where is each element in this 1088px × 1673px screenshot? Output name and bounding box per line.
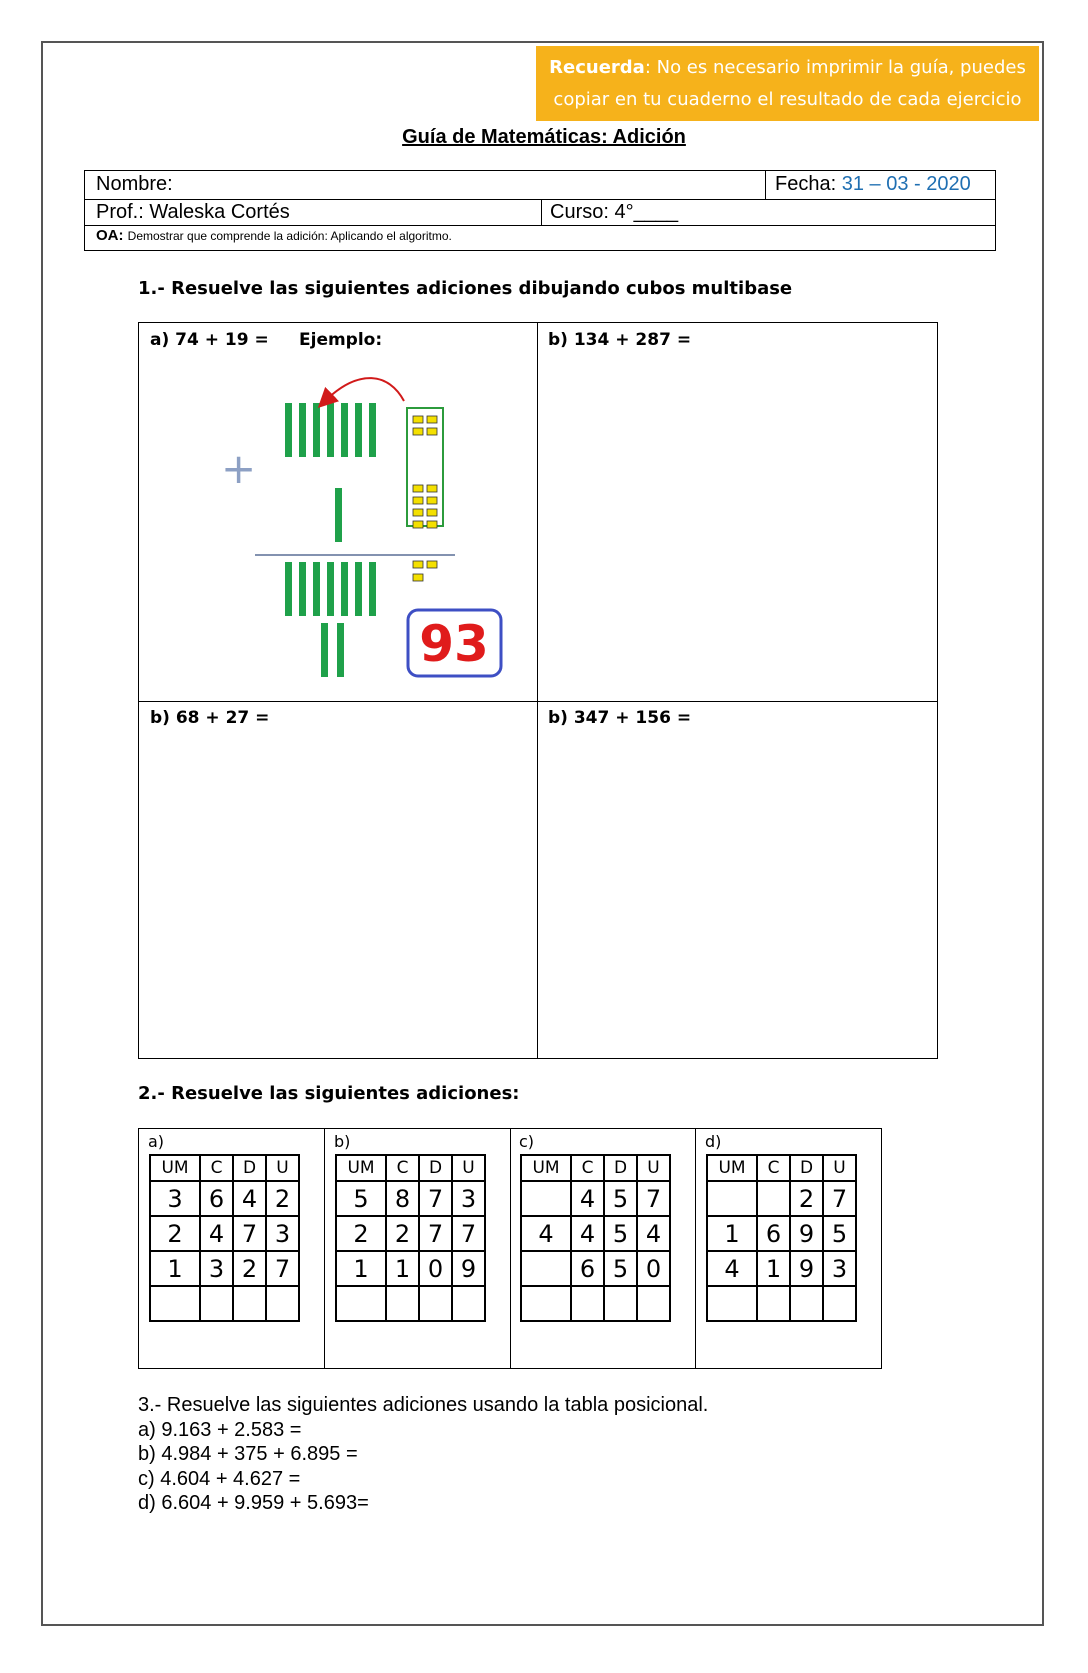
digit-cell: 9 [452, 1251, 485, 1286]
table-header: UM [521, 1155, 571, 1181]
plus-sign: + [221, 444, 257, 493]
exercise-b2: b) 68 + 27 = [150, 708, 270, 728]
unit-cubes [413, 416, 437, 581]
grouped-units-box [407, 408, 443, 526]
answer-cell[interactable] [790, 1286, 823, 1321]
table-row [336, 1216, 485, 1251]
page-title: Guía de Matemáticas: Adición [402, 126, 686, 148]
answer-cell[interactable] [200, 1286, 233, 1321]
answer-cell[interactable] [707, 1286, 757, 1321]
tens-rod-single [335, 488, 342, 542]
digit-cell: 4 [571, 1181, 604, 1216]
nombre-label: Nombre: [96, 173, 173, 195]
digit-cell: 7 [233, 1216, 266, 1251]
carry-arrow [325, 378, 404, 401]
section2-heading: 2.- Resuelve las siguientes adiciones: [138, 1083, 520, 1104]
table-header: C [200, 1155, 233, 1181]
answer-cell[interactable] [150, 1286, 200, 1321]
section3-item: c) 4.604 + 4.627 = [138, 1467, 301, 1490]
digit-cell [707, 1181, 757, 1216]
info-box [84, 170, 996, 251]
digit-cell: 5 [604, 1216, 637, 1251]
table-row [707, 1286, 856, 1321]
answer-cell[interactable] [336, 1286, 386, 1321]
exercise-b3: b) 347 + 156 = [548, 708, 692, 728]
digit-cell [757, 1181, 790, 1216]
section1-grid [138, 322, 938, 1059]
digit-cell: 1 [150, 1251, 200, 1286]
digit-cell: 5 [336, 1181, 386, 1216]
place-value-table [335, 1154, 486, 1322]
digit-cell: 4 [233, 1181, 266, 1216]
reminder-note [536, 46, 1039, 121]
answer-cell[interactable] [757, 1286, 790, 1321]
table-row [150, 1181, 299, 1216]
table-header: C [757, 1155, 790, 1181]
reminder-text: : No es necesario imprimir la guía, puedes copiar en tu cuaderno el resultado de cada ejercicio [553, 57, 1026, 110]
digit-cell: 4 [521, 1216, 571, 1251]
table-header: C [571, 1155, 604, 1181]
table-label: c) [519, 1132, 535, 1151]
digit-cell: 4 [200, 1216, 233, 1251]
tens-rods-top [285, 403, 376, 457]
digit-cell: 3 [200, 1251, 233, 1286]
answer-cell[interactable] [823, 1286, 856, 1321]
table-row [521, 1251, 670, 1286]
table-header: U [452, 1155, 485, 1181]
section3 [138, 1393, 708, 1516]
table-row [707, 1181, 856, 1216]
answer-cell[interactable] [637, 1286, 670, 1321]
digit-cell [521, 1181, 571, 1216]
oa: OA: Demostrar que comprende la adición: Aplicando el algoritmo. [96, 227, 452, 244]
section3-item: b) 4.984 + 375 + 6.895 = [138, 1443, 358, 1465]
table-header: U [823, 1155, 856, 1181]
place-value-table [149, 1154, 300, 1322]
base-ten-example [139, 323, 537, 701]
curso-label: Curso: 4°____ [550, 201, 679, 223]
answer-cell[interactable] [571, 1286, 604, 1321]
table-row [336, 1181, 485, 1216]
table-row [521, 1286, 670, 1321]
digit-cell: 5 [823, 1216, 856, 1251]
digit-cell: 6 [757, 1216, 790, 1251]
table-label: b) [334, 1132, 351, 1151]
table-header: UM [707, 1155, 757, 1181]
digit-cell: 2 [233, 1251, 266, 1286]
table-header: UM [336, 1155, 386, 1181]
digit-cell: 7 [419, 1216, 452, 1251]
answer-cell[interactable] [419, 1286, 452, 1321]
digit-cell: 1 [757, 1251, 790, 1286]
table-row [336, 1286, 485, 1321]
oa-text: Demostrar que comprende la adición: Aplicando el algoritmo. [127, 229, 452, 243]
digit-cell: 3 [266, 1216, 299, 1251]
table-header: D [790, 1155, 823, 1181]
table-header: D [419, 1155, 452, 1181]
digit-cell: 3 [452, 1181, 485, 1216]
table-row [150, 1216, 299, 1251]
digit-cell: 7 [419, 1181, 452, 1216]
place-value-table [520, 1154, 671, 1322]
digit-cell: 1 [386, 1251, 419, 1286]
digit-cell: 9 [790, 1251, 823, 1286]
digit-cell: 8 [386, 1181, 419, 1216]
table-row [521, 1181, 670, 1216]
digit-cell: 7 [266, 1251, 299, 1286]
answer-cell[interactable] [521, 1286, 571, 1321]
digit-cell: 5 [604, 1251, 637, 1286]
result-number: 93 [419, 615, 489, 673]
digit-cell: 7 [452, 1216, 485, 1251]
digit-cell: 7 [823, 1181, 856, 1216]
place-value-table [706, 1154, 857, 1322]
answer-cell[interactable] [604, 1286, 637, 1321]
table-row [150, 1286, 299, 1321]
digit-cell: 1 [707, 1216, 757, 1251]
table-label: a) [148, 1132, 165, 1151]
table-row [707, 1216, 856, 1251]
digit-cell: 2 [266, 1181, 299, 1216]
table-header: UM [150, 1155, 200, 1181]
exercise-b1: b) 134 + 287 = [548, 330, 692, 350]
tens-rods-result [285, 562, 376, 677]
table-header: D [604, 1155, 637, 1181]
digit-cell: 5 [604, 1181, 637, 1216]
table-header: U [266, 1155, 299, 1181]
reminder-bold: Recuerda [549, 57, 645, 78]
fecha: Fecha: 31 – 03 - 2020 [775, 173, 971, 195]
digit-cell: 0 [419, 1251, 452, 1286]
digit-cell: 2 [150, 1216, 200, 1251]
digit-cell: 1 [336, 1251, 386, 1286]
prof-label: Prof.: Waleska Cortés [96, 201, 290, 223]
digit-cell: 7 [637, 1181, 670, 1216]
digit-cell [521, 1251, 571, 1286]
digit-cell: 3 [823, 1251, 856, 1286]
answer-cell[interactable] [452, 1286, 485, 1321]
fecha-value: 31 – 03 - 2020 [841, 173, 971, 195]
table-header: U [637, 1155, 670, 1181]
table-row [707, 1251, 856, 1286]
exercise-a: a) 74 + 19 = [150, 330, 269, 350]
table-row [336, 1251, 485, 1286]
section3-item: d) 6.604 + 9.959 + 5.693= [138, 1492, 369, 1514]
section3-heading: 3.- Resuelve las siguientes adiciones usando la tabla posicional. [138, 1394, 709, 1416]
digit-cell: 9 [790, 1216, 823, 1251]
digit-cell: 2 [386, 1216, 419, 1251]
digit-cell: 4 [707, 1251, 757, 1286]
answer-cell[interactable] [233, 1286, 266, 1321]
table-header: D [233, 1155, 266, 1181]
answer-cell[interactable] [266, 1286, 299, 1321]
table-row [521, 1216, 670, 1251]
digit-cell: 6 [571, 1251, 604, 1286]
digit-cell: 2 [336, 1216, 386, 1251]
section3-item: a) 9.163 + 2.583 = [138, 1418, 302, 1441]
answer-cell[interactable] [386, 1286, 419, 1321]
table-label: d) [705, 1132, 722, 1151]
digit-cell: 4 [571, 1216, 604, 1251]
table-header: C [386, 1155, 419, 1181]
table-row [150, 1251, 299, 1286]
digit-cell: 4 [637, 1216, 670, 1251]
digit-cell: 3 [150, 1181, 200, 1216]
section1-heading: 1.- Resuelve las siguientes adiciones dibujando cubos multibase [138, 278, 793, 299]
digit-cell: 2 [790, 1181, 823, 1216]
digit-cell: 0 [637, 1251, 670, 1286]
example-label: Ejemplo: [299, 330, 383, 350]
digit-cell: 6 [200, 1181, 233, 1216]
